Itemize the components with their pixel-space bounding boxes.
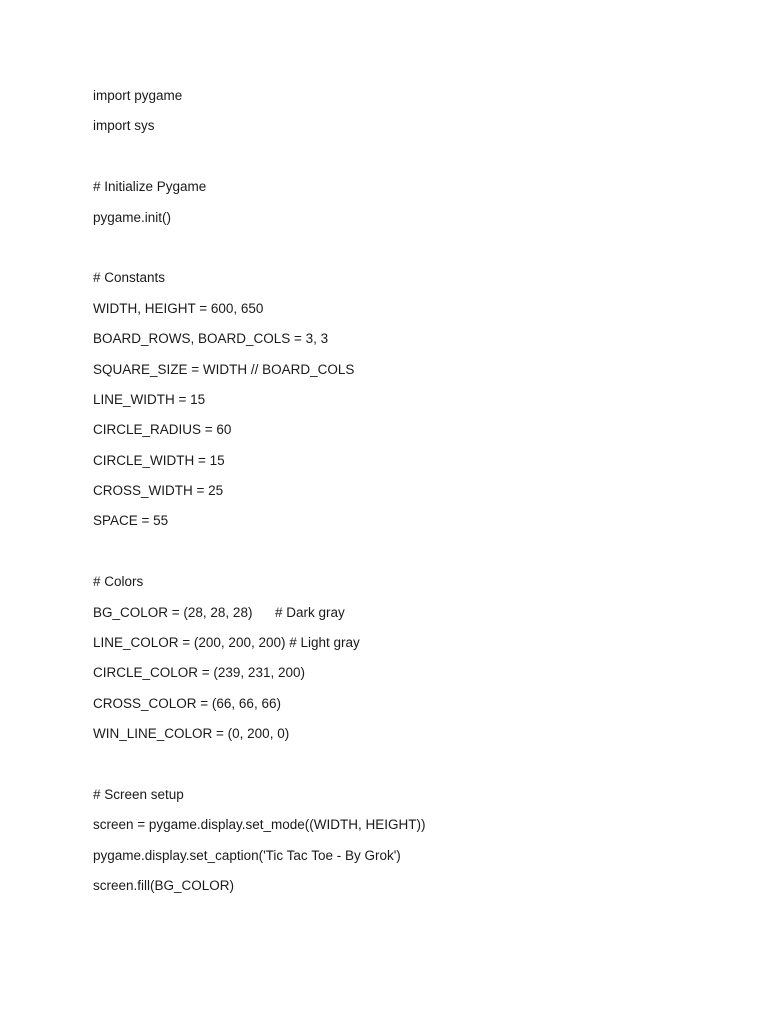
blank-line [93, 755, 425, 785]
code-line: CIRCLE_COLOR = (239, 231, 200) [93, 665, 305, 681]
blank-line [93, 542, 425, 572]
code-line: CIRCLE_RADIUS = 60 [93, 422, 232, 438]
code-line: screen = pygame.display.set_mode((WIDTH, HEIGHT)) [93, 817, 426, 833]
code-line: pygame.display.set_caption('Tic Tac Toe - By Grok') [93, 847, 401, 863]
code-line: CROSS_COLOR = (66, 66, 66) [93, 695, 281, 711]
blank-line [93, 238, 425, 268]
code-line: import pygame [93, 88, 183, 103]
code-line: pygame.init() [93, 209, 172, 225]
code-line: BOARD_ROWS, BOARD_COLS = 3, 3 [93, 331, 329, 347]
code-line: LINE_WIDTH = 15 [93, 391, 206, 407]
code-line: CIRCLE_WIDTH = 15 [93, 452, 225, 468]
code-comment: # Initialize Pygame [93, 179, 207, 195]
code-comment: # Colors [93, 574, 144, 590]
code-line: BG_COLOR = (28, 28, 28) # Dark gray [93, 604, 345, 620]
code-line: CROSS_WIDTH = 25 [93, 483, 224, 499]
code-line: WIDTH, HEIGHT = 600, 650 [93, 300, 264, 316]
code-line: import sys [93, 118, 155, 134]
code-line: WIN_LINE_COLOR = (0, 200, 0) [93, 726, 290, 742]
code-comment: # Constants [93, 270, 166, 286]
code-comment: # Screen setup [93, 786, 184, 802]
code-listing [93, 86, 425, 907]
code-line: SQUARE_SIZE = WIDTH // BOARD_COLS [93, 361, 355, 377]
blank-line [93, 147, 425, 177]
code-line: LINE_COLOR = (200, 200, 200) # Light gray [93, 635, 360, 651]
code-line: SPACE = 55 [93, 513, 169, 529]
code-line: screen.fill(BG_COLOR) [93, 878, 235, 894]
